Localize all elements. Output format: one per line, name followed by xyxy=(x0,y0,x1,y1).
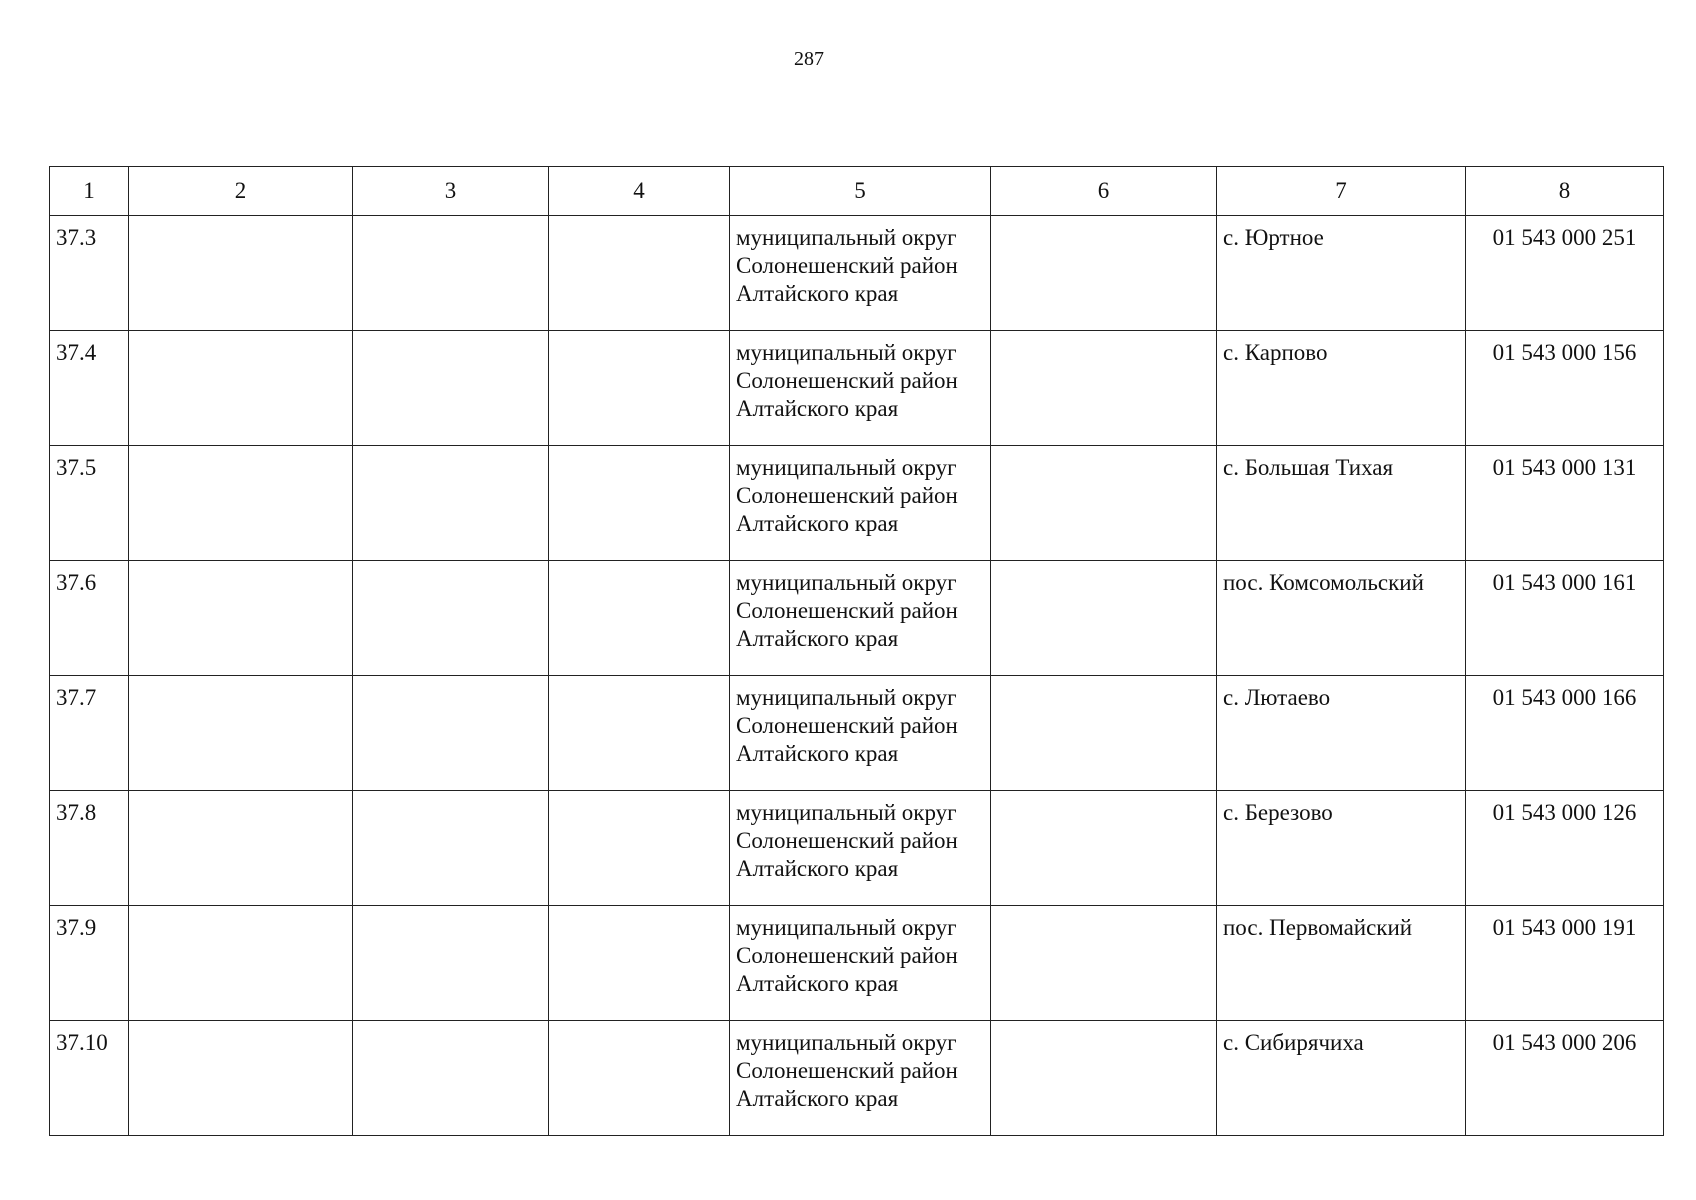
table-row xyxy=(50,791,1664,906)
municipality-line: муниципальный округ xyxy=(736,800,957,825)
empty-cell-col3 xyxy=(353,561,549,676)
municipality-line: муниципальный округ xyxy=(736,1030,957,1055)
table-row xyxy=(50,906,1664,1021)
empty-cell-col3 xyxy=(353,906,549,1021)
empty-cell-col6 xyxy=(991,1021,1217,1136)
empty-cell-col6 xyxy=(991,216,1217,331)
empty-cell-col3 xyxy=(353,676,549,791)
municipality-line: Алтайского края xyxy=(736,511,899,536)
row-number-cell: 37.4 xyxy=(50,331,129,446)
row-number-cell: 37.5 xyxy=(50,446,129,561)
empty-cell-col2 xyxy=(129,216,353,331)
municipality-line: Солонешенский район xyxy=(736,368,958,393)
header-cell-1: 1 xyxy=(50,167,129,216)
municipality-line: муниципальный округ xyxy=(736,685,957,710)
municipality-cell xyxy=(730,331,991,446)
empty-cell-col6 xyxy=(991,561,1217,676)
empty-cell-col4 xyxy=(549,676,730,791)
municipality-cell xyxy=(730,676,991,791)
empty-cell-col2 xyxy=(129,561,353,676)
code-cell: 01 543 000 156 xyxy=(1466,331,1664,446)
empty-cell-col4 xyxy=(549,791,730,906)
header-cell-7: 7 xyxy=(1217,167,1466,216)
empty-cell-col2 xyxy=(129,906,353,1021)
settlement-cell: с. Лютаево xyxy=(1217,676,1466,791)
table-row xyxy=(50,331,1664,446)
empty-cell-col4 xyxy=(549,216,730,331)
row-number-cell: 37.8 xyxy=(50,791,129,906)
row-number-cell: 37.6 xyxy=(50,561,129,676)
municipality-line: Солонешенский район xyxy=(736,483,958,508)
empty-cell-col2 xyxy=(129,1021,353,1136)
municipality-line: Солонешенский район xyxy=(736,1058,958,1083)
municipality-cell xyxy=(730,906,991,1021)
empty-cell-col6 xyxy=(991,446,1217,561)
empty-cell-col2 xyxy=(129,791,353,906)
settlement-cell: с. Сибирячиха xyxy=(1217,1021,1466,1136)
empty-cell-col4 xyxy=(549,1021,730,1136)
municipality-cell xyxy=(730,561,991,676)
row-number-cell: 37.3 xyxy=(50,216,129,331)
code-cell: 01 543 000 161 xyxy=(1466,561,1664,676)
empty-cell-col3 xyxy=(353,331,549,446)
header-cell-3: 3 xyxy=(353,167,549,216)
code-cell: 01 543 000 126 xyxy=(1466,791,1664,906)
settlement-cell: с. Юртное xyxy=(1217,216,1466,331)
municipality-line: Алтайского края xyxy=(736,626,899,651)
municipality-line: Солонешенский район xyxy=(736,713,958,738)
table-row xyxy=(50,676,1664,791)
settlements-table xyxy=(49,166,1664,1136)
empty-cell-col3 xyxy=(353,446,549,561)
code-cell: 01 543 000 206 xyxy=(1466,1021,1664,1136)
municipality-cell xyxy=(730,216,991,331)
row-number-cell: 37.9 xyxy=(50,906,129,1021)
header-cell-6: 6 xyxy=(991,167,1217,216)
row-number-cell: 37.10 xyxy=(50,1021,129,1136)
code-cell: 01 543 000 191 xyxy=(1466,906,1664,1021)
header-cell-4: 4 xyxy=(549,167,730,216)
municipality-line: муниципальный округ xyxy=(736,455,957,480)
municipality-cell xyxy=(730,1021,991,1136)
empty-cell-col4 xyxy=(549,561,730,676)
municipality-line: муниципальный округ xyxy=(736,340,957,365)
empty-cell-col6 xyxy=(991,906,1217,1021)
empty-cell-col4 xyxy=(549,446,730,561)
header-cell-8: 8 xyxy=(1466,167,1664,216)
municipality-line: Солонешенский район xyxy=(736,253,958,278)
empty-cell-col4 xyxy=(549,331,730,446)
settlement-cell: с. Березово xyxy=(1217,791,1466,906)
empty-cell-col6 xyxy=(991,676,1217,791)
table-row xyxy=(50,446,1664,561)
empty-cell-col6 xyxy=(991,791,1217,906)
settlement-cell: пос. Комсомольский xyxy=(1217,561,1466,676)
municipality-line: Алтайского края xyxy=(736,741,899,766)
header-cell-5: 5 xyxy=(730,167,991,216)
settlement-cell: с. Карпово xyxy=(1217,331,1466,446)
empty-cell-col2 xyxy=(129,331,353,446)
municipality-line: муниципальный округ xyxy=(736,915,957,940)
table-row xyxy=(50,216,1664,331)
table-body xyxy=(50,216,1664,1136)
empty-cell-col4 xyxy=(549,906,730,1021)
header-cell-2: 2 xyxy=(129,167,353,216)
empty-cell-col3 xyxy=(353,216,549,331)
row-number-cell: 37.7 xyxy=(50,676,129,791)
municipality-cell xyxy=(730,446,991,561)
empty-cell-col3 xyxy=(353,1021,549,1136)
empty-cell-col3 xyxy=(353,791,549,906)
table-row xyxy=(50,1021,1664,1136)
municipality-line: Алтайского края xyxy=(736,1086,899,1111)
page-number: 287 xyxy=(794,48,824,70)
code-cell: 01 543 000 166 xyxy=(1466,676,1664,791)
header-row xyxy=(50,167,1664,216)
table-row xyxy=(50,561,1664,676)
empty-cell-col2 xyxy=(129,676,353,791)
code-cell: 01 543 000 131 xyxy=(1466,446,1664,561)
code-cell: 01 543 000 251 xyxy=(1466,216,1664,331)
municipality-line: Солонешенский район xyxy=(736,828,958,853)
empty-cell-col6 xyxy=(991,331,1217,446)
municipality-line: муниципальный округ xyxy=(736,225,957,250)
municipality-line: Алтайского края xyxy=(736,971,899,996)
empty-cell-col2 xyxy=(129,446,353,561)
municipality-line: Алтайского края xyxy=(736,281,899,306)
municipality-line: муниципальный округ xyxy=(736,570,957,595)
settlement-cell: пос. Первомайский xyxy=(1217,906,1466,1021)
municipality-line: Солонешенский район xyxy=(736,598,958,623)
municipality-line: Алтайского края xyxy=(736,856,899,881)
municipality-line: Солонешенский район xyxy=(736,943,958,968)
settlement-cell: с. Большая Тихая xyxy=(1217,446,1466,561)
municipality-line: Алтайского края xyxy=(736,396,899,421)
municipality-cell xyxy=(730,791,991,906)
